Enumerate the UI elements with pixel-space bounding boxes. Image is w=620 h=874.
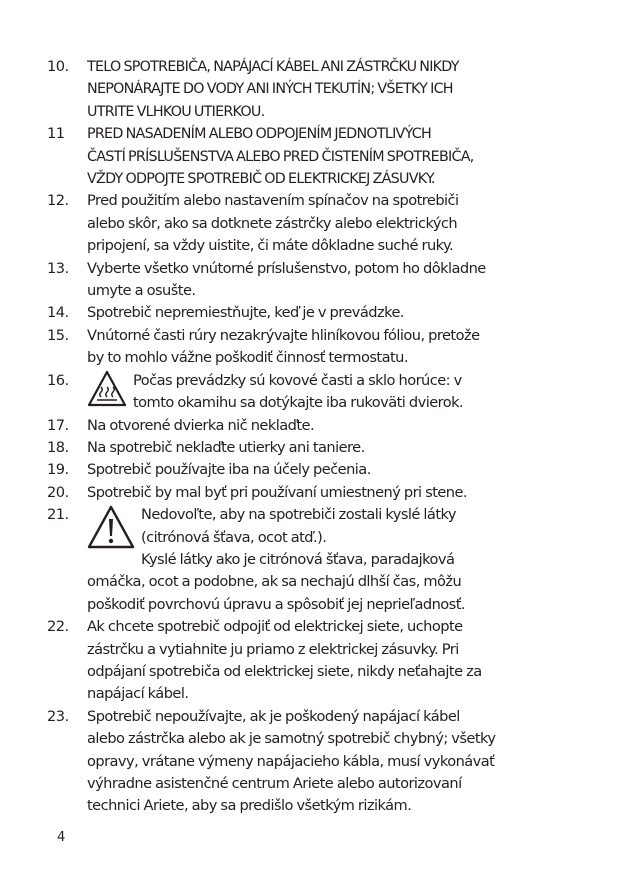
item-number: 23. xyxy=(47,707,69,725)
text-line: Na spotrebič neklaďte utierky ani taniere. xyxy=(87,438,365,456)
list-item-11 xyxy=(47,123,567,190)
text-line: TELO SPOTREBIČA, NAPÁJACÍ KÁBEL ANI ZÁSTRČKU NIKDY xyxy=(87,59,459,75)
text-line: opravy, vrátane výmeny napájacieho kábla, musí vykonávať xyxy=(87,752,495,770)
text-line: zástrčku a vytiahnite ju priamo z elektrickej zásuvky. Pri xyxy=(87,640,459,658)
list-item-16 xyxy=(47,370,567,415)
item-text xyxy=(87,616,567,706)
text-line: VŽDY ODPOJTE SPOTREBIČ OD ELEKTRICKEJ ZÁSUVKY. xyxy=(87,171,435,188)
list-item-14 xyxy=(47,302,567,324)
item-text xyxy=(87,302,567,324)
item-text xyxy=(87,325,567,370)
list-item-10 xyxy=(47,56,567,123)
text-line: Spotrebič nepremiestňujte, keď je v prevádzke. xyxy=(87,304,405,322)
page-number: 4 xyxy=(57,830,66,845)
text-line: by to mohlo vážne poškodiť činnosť termostatu. xyxy=(87,349,408,367)
hot-surface-icon xyxy=(87,370,133,415)
text-line: Spotrebič nepoužívajte, ak je poškodený napájací kábel xyxy=(87,707,460,725)
icon-row xyxy=(87,370,567,415)
item-number: 22. xyxy=(47,618,69,636)
item-number: 17. xyxy=(47,416,69,434)
list-item-21 xyxy=(47,504,567,616)
text-line: Pred použitím alebo nastavením spínačov na spotrebiči xyxy=(87,192,459,210)
item-number: 16. xyxy=(47,371,69,389)
item-number: 21. xyxy=(47,506,69,524)
list-item-15 xyxy=(47,325,567,370)
item-text xyxy=(87,258,567,303)
item-number: 14. xyxy=(47,304,69,322)
text-line: Spotrebič používajte iba na účely pečenia. xyxy=(87,461,371,479)
list-item-12 xyxy=(47,190,567,257)
list-item-18 xyxy=(47,437,567,459)
item-number: 19. xyxy=(47,461,69,479)
text-line: umyte a osušte. xyxy=(87,282,196,300)
item-text xyxy=(87,482,567,504)
text-line: tomto okamihu sa dotýkajte iba rukoväti dvierok. xyxy=(133,394,464,412)
text-line: technici Ariete, aby sa predišlo všetkým rizikám. xyxy=(87,797,412,815)
text-line: (citrónová šťava, ocot atď.). xyxy=(141,528,327,546)
list-item-23 xyxy=(47,706,567,818)
text-line: Vnútorné časti rúry nezakrývajte hliníkovou fóliou, pretože xyxy=(87,326,480,344)
item-number: 10. xyxy=(47,58,69,75)
warning-icon xyxy=(87,504,141,571)
text-line: Spotrebič by mal byť pri používaní umiestnený pri stene. xyxy=(87,483,468,501)
text-line: Na otvorené dvierka nič neklaďte. xyxy=(87,416,315,434)
text-line: výhradne asistenčné centrum Ariete alebo autorizovaní xyxy=(87,775,462,792)
list-item-13 xyxy=(47,258,567,303)
item-text xyxy=(87,190,567,257)
list-item-20 xyxy=(47,482,567,504)
item-text xyxy=(87,415,567,437)
item-text xyxy=(87,56,567,123)
icon-row xyxy=(87,504,567,571)
text-line: omáčka, ocot a podobne, ak sa nechajú dlhší čas, môžu xyxy=(87,573,462,591)
item-text xyxy=(87,437,567,459)
item-text xyxy=(87,123,567,190)
text-line: UTRITE VLHKOU UTIERKOU. xyxy=(87,103,265,120)
list-item-17 xyxy=(47,415,567,437)
item-number: 13. xyxy=(47,259,69,277)
list-item-22 xyxy=(47,616,567,706)
item-number: 18. xyxy=(47,438,69,456)
text-line: poškodiť povrchovú úpravu a spôsobiť jej neprieľadnosť. xyxy=(87,595,465,613)
item-number: 15. xyxy=(47,326,69,344)
text-line: PRED NASADENÍM ALEBO ODPOJENÍM JEDNOTLIVÝCH xyxy=(87,126,432,143)
text-line: Nedovoľte, aby na spotrebiči zostali kyslé látky xyxy=(141,506,456,524)
text-line: Kyslé látky ako je citrónová šťava, paradajková xyxy=(141,550,455,568)
text-line: NEPONÁRAJTE DO VODY ANI INÝCH TEKUTÍN; VŠETKY ICH xyxy=(87,81,453,98)
item-text xyxy=(87,504,567,616)
item-text xyxy=(87,459,567,481)
text-line: alebo zástrčka alebo ak je samotný spotrebič chybný; všetky xyxy=(87,730,496,748)
text-line: Vyberte všetko vnútorné príslušenstvo, potom ho dôkladne xyxy=(87,259,486,277)
text-line: ČASTÍ PRÍSLUŠENSTVA ALEBO PRED ČISTENÍM SPOTREBIČA, xyxy=(87,148,474,165)
item-number: 12. xyxy=(47,192,69,210)
safety-list xyxy=(47,56,567,818)
text-line: Počas prevádzky sú kovové časti a sklo horúce: v xyxy=(133,371,462,389)
item-text xyxy=(87,706,567,818)
text-line: odpájaní spotrebiča od elektrickej siete, nikdy neťahajte za xyxy=(87,662,482,680)
text-line: pripojení, sa vždy uistite, či máte dôkladne suché ruky. xyxy=(87,237,454,255)
text-line: napájací kábel. xyxy=(87,685,189,703)
item-number: 20. xyxy=(47,483,69,501)
item-text xyxy=(87,370,567,415)
list-item-19 xyxy=(47,459,567,481)
text-line: alebo skôr, ako sa dotknete zástrčky alebo elektrických xyxy=(87,214,458,232)
item-number: 11 xyxy=(47,125,65,143)
text-line: Ak chcete spotrebič odpojiť od elektrickej siete, uchopte xyxy=(87,618,463,636)
